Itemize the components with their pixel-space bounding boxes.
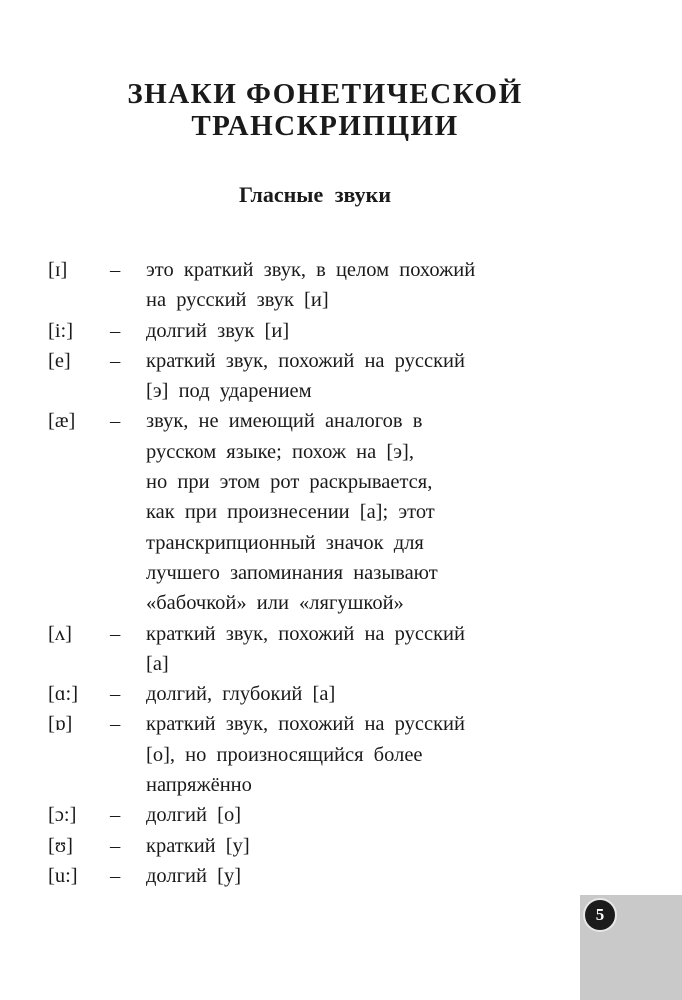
page-title-line-1: ЗНАКИ ФОНЕТИЧЕСКОЙ (127, 78, 523, 110)
symbol-description (146, 346, 608, 407)
phonetic-symbol: [i:] (48, 319, 74, 342)
transcription-entry (48, 709, 608, 800)
dash-separator: – (110, 349, 121, 372)
symbol-description (146, 316, 608, 346)
phonetic-symbol: [æ] (48, 410, 76, 433)
description-line: на русский звук [и] (146, 289, 329, 312)
page-title-line-2: ТРАНСКРИПЦИИ (191, 110, 459, 142)
description-line: лучшего запоминания называют (146, 561, 438, 584)
description-line: [а] (146, 652, 169, 675)
symbol-description (146, 861, 608, 891)
transcription-entry (48, 861, 608, 891)
description-line: как при произнесении [а]; этот (146, 501, 435, 524)
description-line: напряжённо (146, 774, 252, 797)
symbol-description (146, 679, 608, 709)
description-line: «бабочкой» или «лягушкой» (146, 592, 404, 615)
dash-separator: – (110, 834, 121, 857)
description-line: это краткий звук, в целом похожий (146, 259, 476, 281)
description-line: долгий, глубокий [а] (146, 683, 336, 706)
transcription-entry (48, 619, 608, 680)
transcription-entry (48, 800, 608, 830)
description-line: краткий звук, похожий на русский (146, 622, 465, 645)
phonetic-symbol: [ɒ] (48, 713, 73, 736)
description-line: краткий звук, похожий на русский (146, 349, 465, 372)
dash-separator: – (110, 804, 121, 827)
dash-separator: – (110, 683, 121, 706)
transcription-entry (48, 316, 608, 346)
dash-separator: – (110, 319, 121, 342)
description-line: долгий [о] (146, 804, 242, 827)
description-line: [э] под ударением (146, 380, 312, 403)
description-line: [о], но произносящийся более (146, 743, 423, 766)
dash-separator: – (110, 713, 121, 736)
page-title (0, 78, 650, 142)
transcription-entry (48, 406, 608, 618)
phonetic-symbol: [ɑ:] (48, 683, 79, 706)
symbol-description (146, 255, 608, 316)
phonetic-symbol: [ɪ] (48, 259, 68, 281)
symbol-description (146, 406, 608, 618)
symbol-description (146, 619, 608, 680)
symbol-description (146, 800, 608, 830)
phonetic-symbol: [u:] (48, 864, 78, 887)
description-line: транскрипционный значок для (146, 531, 424, 554)
phonetic-symbol: [ʌ] (48, 622, 72, 645)
description-line: русском языке; похож на [э], (146, 440, 414, 463)
description-line: краткий [у] (146, 834, 250, 857)
description-line: долгий [у] (146, 864, 242, 887)
symbol-description (146, 709, 608, 800)
dash-separator: – (110, 864, 121, 887)
symbol-description (146, 831, 608, 861)
transcription-entry (48, 346, 608, 407)
transcription-entry (48, 255, 608, 316)
description-line: долгий звук [и] (146, 319, 290, 342)
dash-separator: – (110, 622, 121, 645)
phonetic-symbol: [e] (48, 349, 71, 372)
transcription-entry (48, 831, 608, 861)
transcription-list (48, 255, 608, 891)
description-line: но при этом рот раскрывается, (146, 471, 433, 494)
transcription-entry (48, 679, 608, 709)
phonetic-symbol: [ʊ] (48, 834, 73, 857)
phonetic-symbol: [ɔ:] (48, 804, 77, 827)
description-line: краткий звук, похожий на русский (146, 713, 465, 736)
dash-separator: – (110, 259, 121, 281)
page-number: 5 (583, 898, 617, 932)
description-line: звук, не имеющий аналогов в (146, 410, 423, 433)
dash-separator: – (110, 410, 121, 433)
section-subtitle: Гласные звуки (238, 182, 392, 207)
